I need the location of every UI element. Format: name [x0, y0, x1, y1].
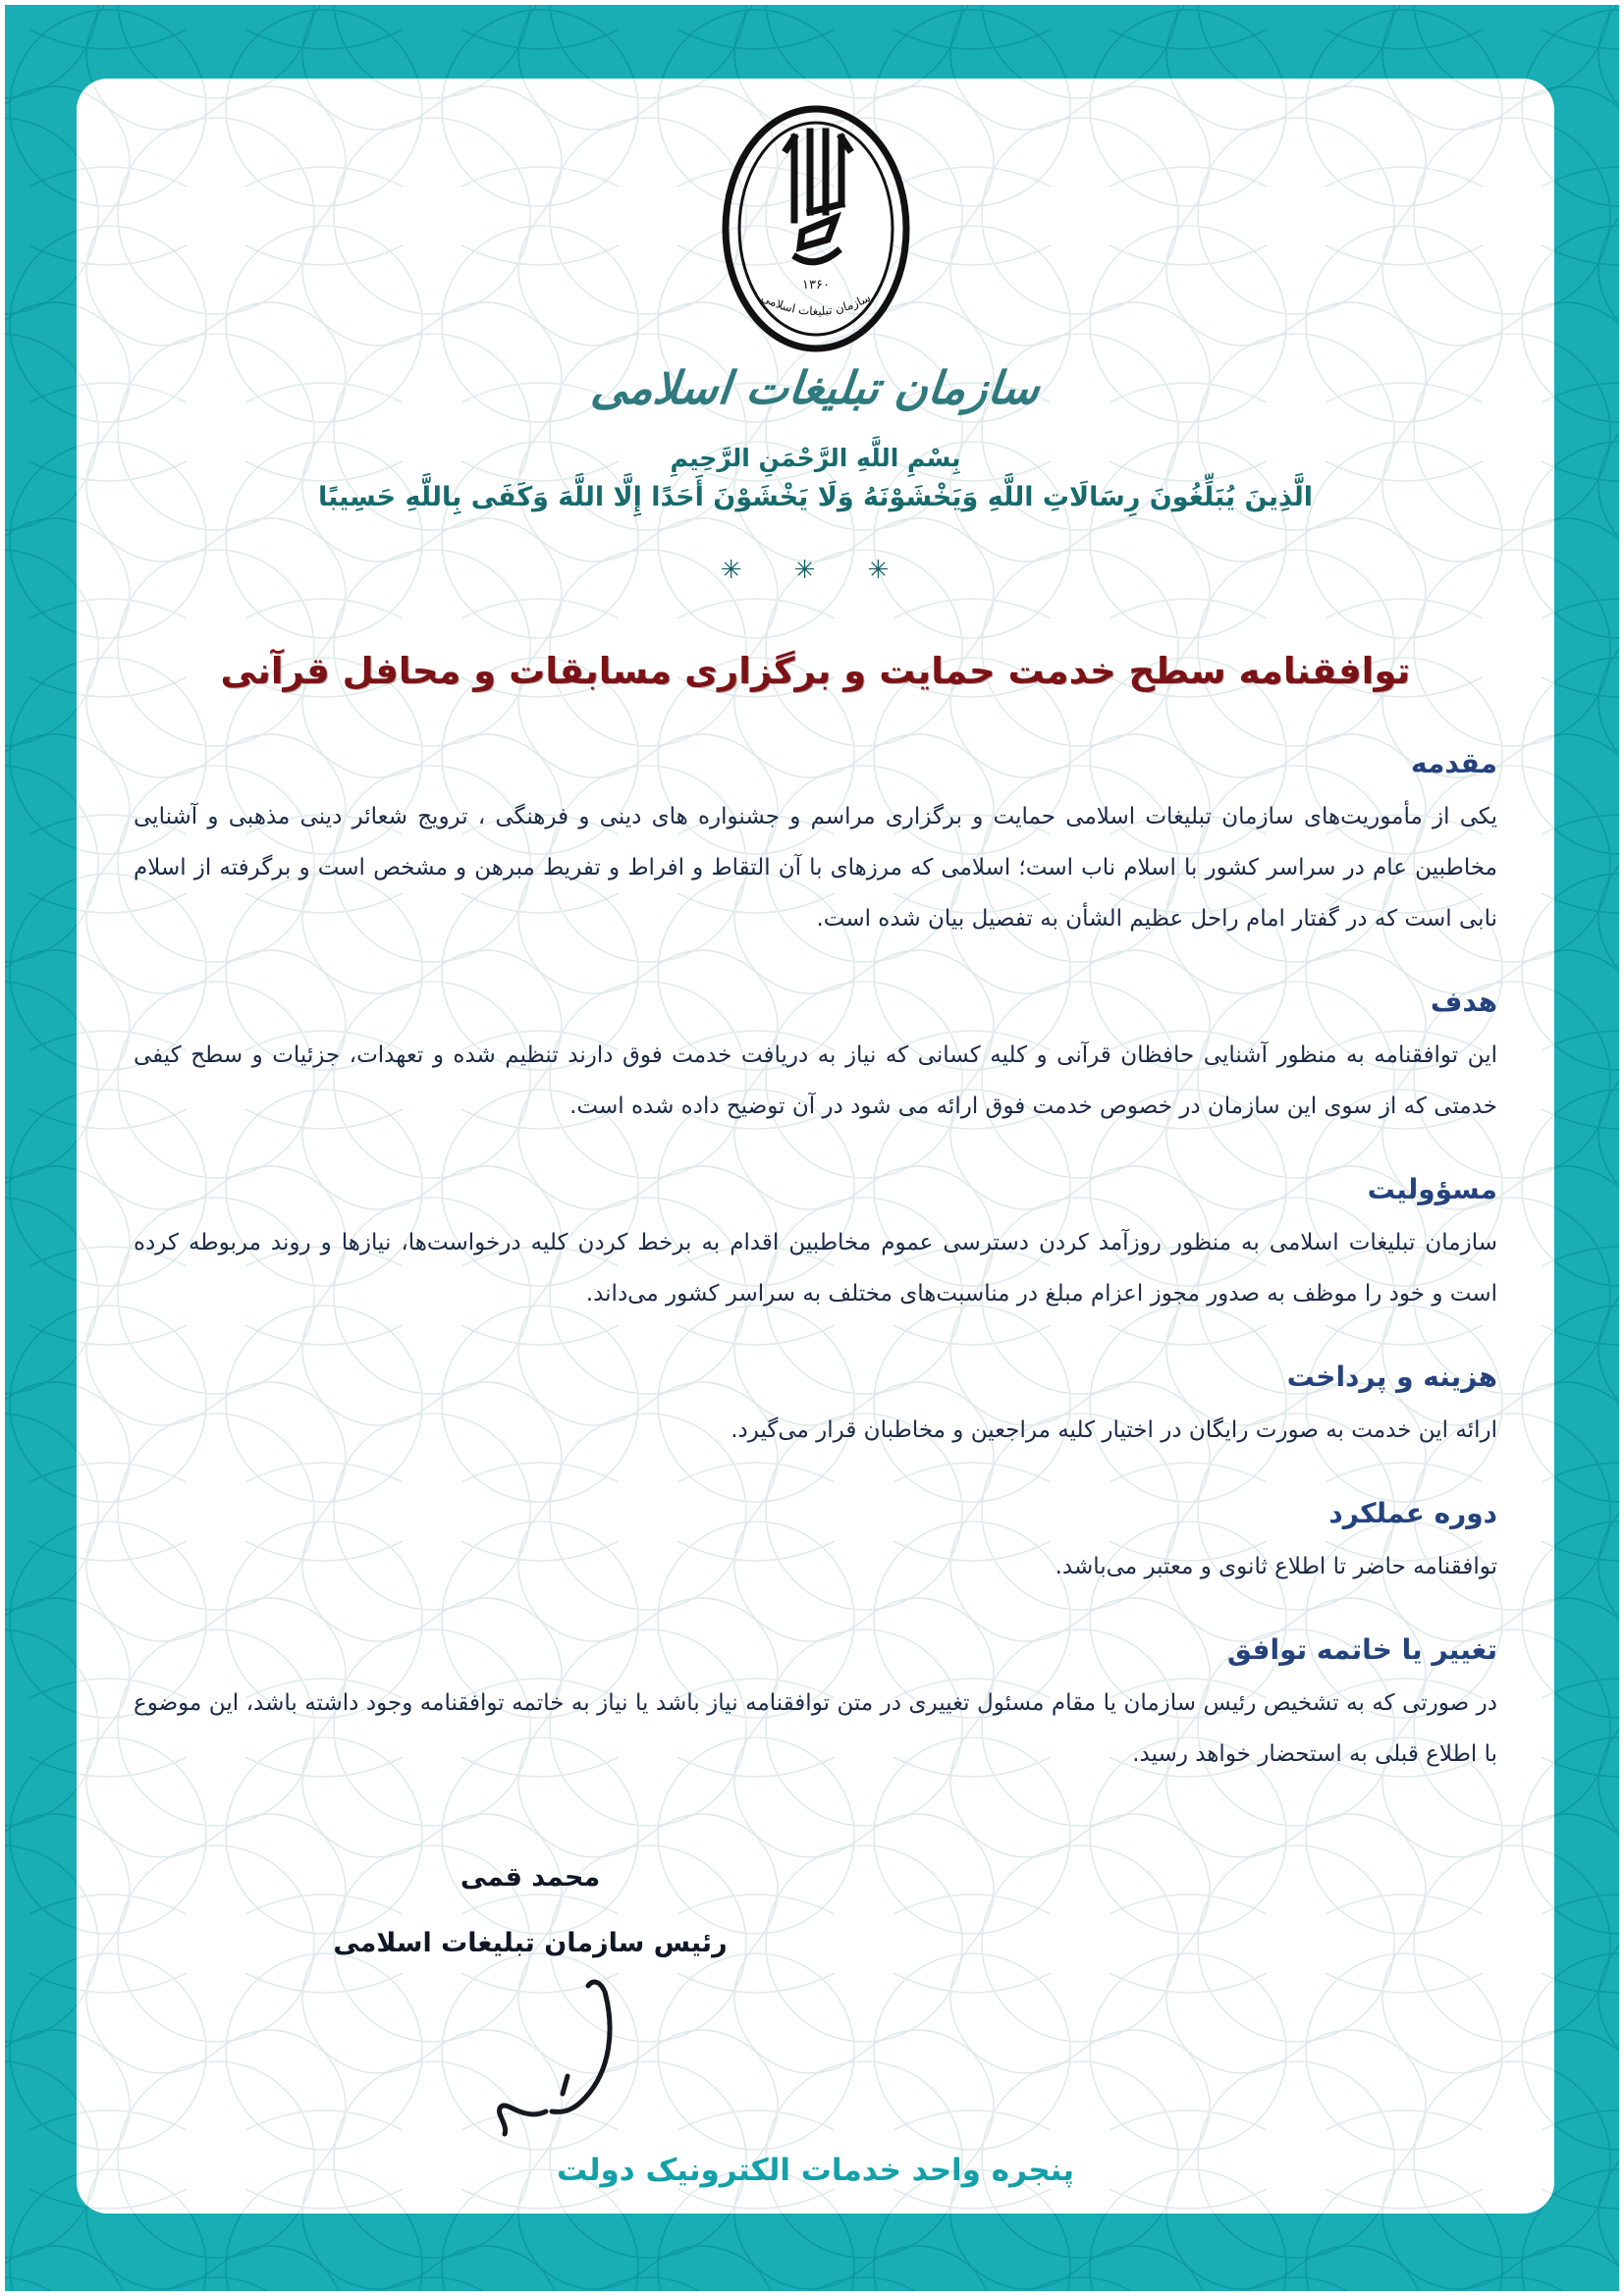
document-content — [77, 79, 1554, 2214]
section-hadaf — [134, 986, 1497, 1132]
page-title: توافقنامه سطح خدمت حمایت و برگزاری مسابقات و محافل قرآنی — [220, 650, 1411, 692]
logo-year: ۱۳۶۰ — [801, 278, 830, 293]
org-emblem-logo — [134, 102, 1497, 359]
org-wordmark-calligraphy: سازمان تبلیغات اسلامی — [588, 361, 1043, 414]
separator-ornament-icon: ✳ ✳ ✳ — [720, 556, 911, 585]
signer-role: رئیس سازمان تبلیغات اسلامی — [333, 1928, 728, 1958]
signer-name: محمد قمی — [460, 1862, 601, 1893]
section-body: یکی از مأموریت‌های سازمان تبلیغات اسلامی حمایت و برگزاری مراسم و جشنواره های دینی و فرهنگی ، ترویج شعائر دینی مذهبی و آشنایی مخاطبین عام در سراسر کشور با اسلام ناب است؛ اسلامی که مرزهای با آن التقاط و افراط و تفریط مبرهن و مشخص است و برگرفته از اسلام نابی است که در گفتار امام راحل عظیم الشأن به تفصیل بیان شده است. — [134, 804, 1497, 932]
allah-calligraphy-icon — [786, 132, 849, 262]
section-taghir-khatameh — [134, 1633, 1497, 1780]
quran-verse-text: الَّذِينَ يُبَلِّغُونَ رِسَالَاتِ اللَّهِ وَيَخْشَوْنَهُ وَلَا يَخْشَوْنَ أَحَدًا إِلَّا اللَّهَ وَكَفَى بِاللَّهِ حَسِيبًا — [318, 482, 1313, 512]
section-body: این توافقنامه به منظور آشنایی حافظان قرآنی و کلیه کسانی که نیاز به دریافت خدمت فوق دارند تنظیم شده و تعهدات، جزئیات و سطح کیفی خدمتی که از سوی این سازمان در خصوص خدمت فوق ارائه می شود در آن توضیح داده شده است. — [134, 1042, 1497, 1119]
section-body: در صورتی که به تشخیص رئیس سازمان یا مقام مسئول تغییری در متن توافقنامه نیاز باشد یا نیاز به خاتمه توافقنامه وجود داشته باشد، این موضوع با اطلاع قبلی به استحضار خواهد رسید. — [134, 1690, 1497, 1767]
section-body: توافقنامه حاضر تا اطلاع ثانوی و معتبر می‌باشد. — [1055, 1554, 1497, 1579]
section-masouliat — [134, 1173, 1497, 1319]
section-moghaddameh — [134, 747, 1497, 944]
section-heading: دوره عملکرد — [1328, 1497, 1497, 1529]
section-heading: هزینه و پرداخت — [1286, 1361, 1497, 1393]
footer-service-window: پنجره واحد خدمات الکترونیک دولت — [557, 2153, 1074, 2188]
section-dore-amalkard — [134, 1497, 1497, 1592]
section-body: سازمان تبلیغات اسلامی به منظور روزآمد کردن دسترسی عموم مخاطبین اقدام به برخط کردن کلیه درخواست‌ها، نیازها و روند مربوطه کرده است و خود را موظف به صدور مجوز اعزام مبلغ در مناسبت‌های مختلف به سراسر کشور می‌داند. — [134, 1230, 1497, 1307]
section-hazine-pardakht — [134, 1361, 1497, 1456]
section-heading: مقدمه — [1411, 747, 1497, 779]
logo-curved-text: سازمان تبلیغات اسلامی — [758, 290, 873, 319]
section-heading: هدف — [1430, 986, 1497, 1018]
bismillah-text: بِسْمِ اللَّهِ الرَّحْمَنِ الرَّحِيمِ — [670, 444, 961, 472]
section-body: ارائه این خدمت به صورت رایگان در اختیار کلیه مراجعین و مخاطبان قرار می‌گیرد. — [731, 1417, 1497, 1443]
section-heading: مسؤولیت — [1367, 1173, 1497, 1205]
handwritten-signature-icon — [383, 1964, 677, 2170]
section-heading: تغییر یا خاتمه توافق — [1226, 1633, 1497, 1666]
signature-block — [299, 1862, 761, 2170]
sections-list — [134, 747, 1497, 1780]
